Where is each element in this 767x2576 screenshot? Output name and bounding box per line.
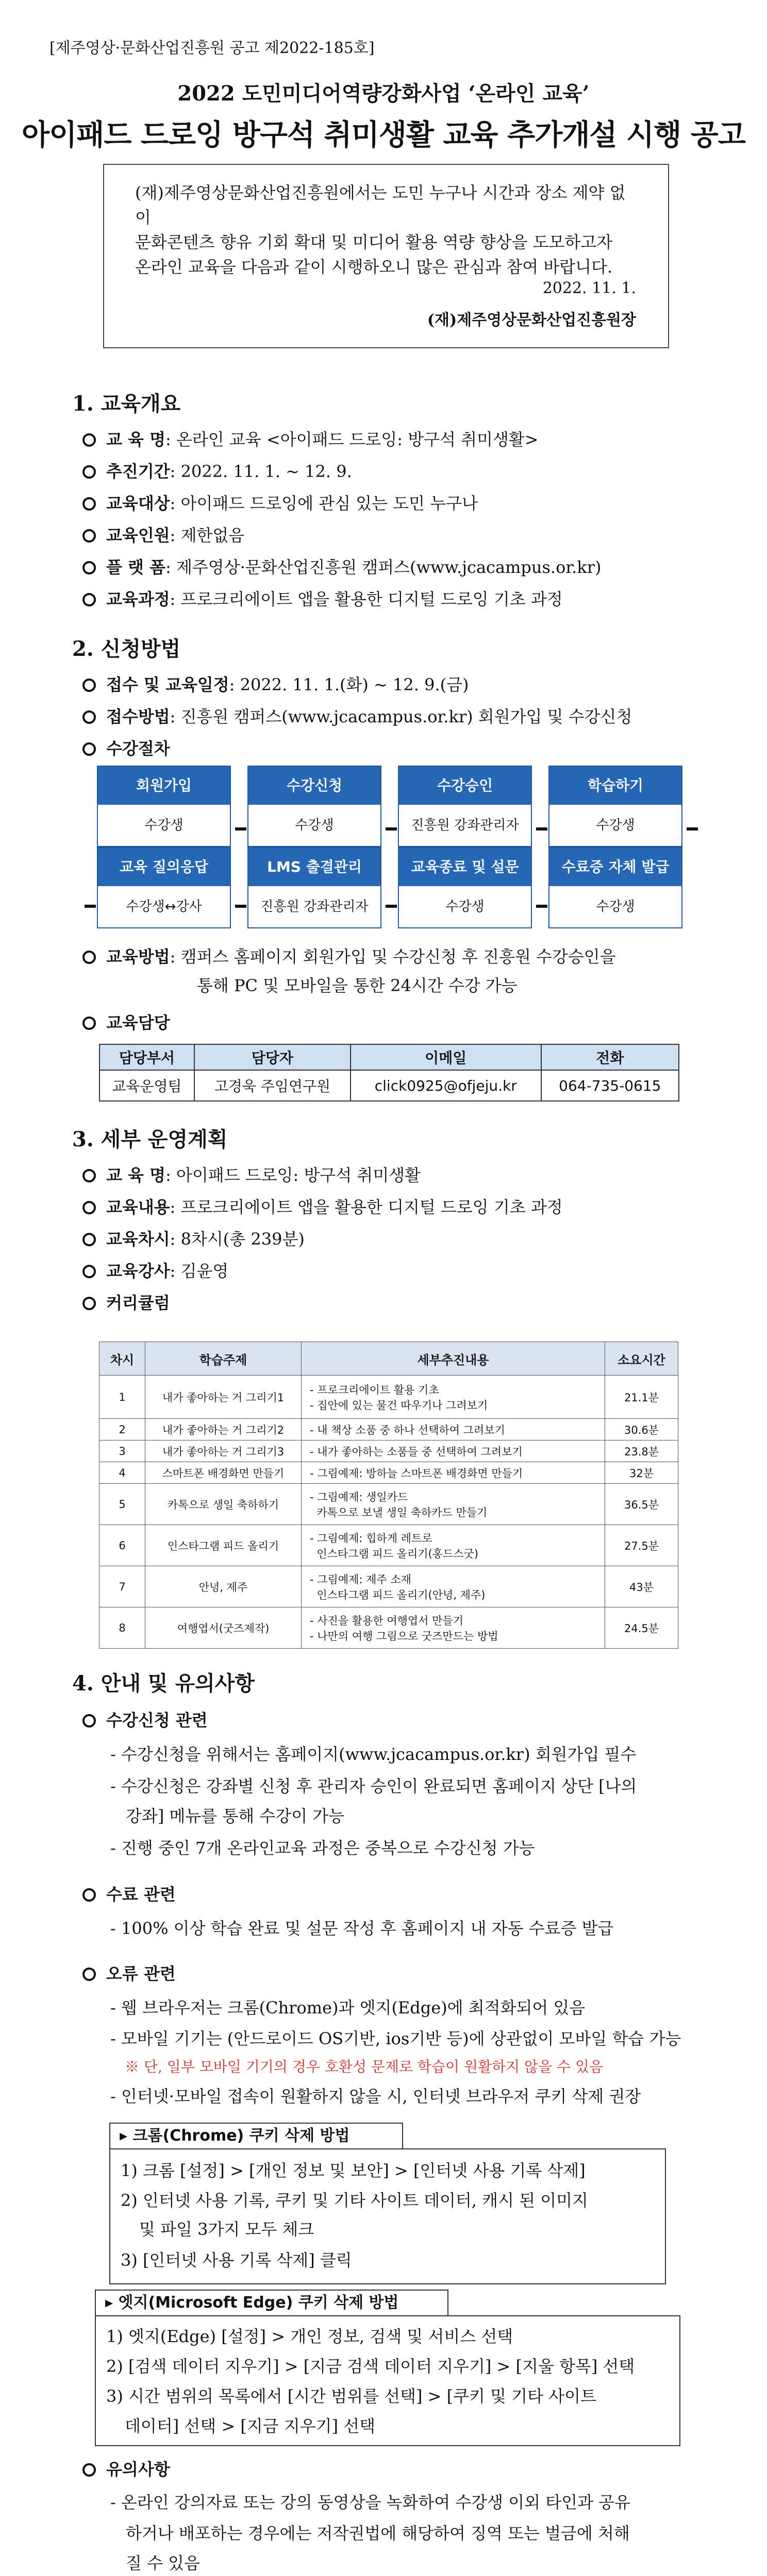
flow-step: 수료증 자체 발급 수강생 [548, 847, 682, 928]
session-time: 24.5분 [605, 1607, 678, 1649]
contact-header: 전화 [541, 1044, 679, 1070]
session-time: 23.8분 [605, 1440, 678, 1462]
contact-header: 담당자 [194, 1044, 351, 1070]
contact-phone: 064-735-0615 [541, 1070, 679, 1101]
circle-bullet-icon [82, 465, 96, 479]
notice-subtitle: 오류 관련 [82, 1961, 176, 1985]
overview-item: 교육인원: 제한없음 [82, 522, 244, 546]
contact-cell: 고경욱 주임연구원 [194, 1070, 351, 1101]
circle-bullet-icon [82, 497, 96, 511]
flow-step: 회원가입 수강생 [97, 766, 231, 847]
circle-bullet-icon [82, 1201, 96, 1214]
apply-item: 접수방법: 진흥원 캠퍼스(www.jcacampus.or.kr) 회원가입 및 수강신청 [82, 704, 632, 727]
notice-subtitle: 수강신청 관련 [82, 1707, 208, 1731]
curriculum-table [99, 1342, 678, 1649]
session-no: 1 [99, 1376, 145, 1419]
notice-line: - 수강신청은 강좌별 신청 후 관리자 승인이 완료되면 홈페이지 상단 [나의 [110, 1776, 637, 1796]
notice-line: - 웹 브라우저는 크롬(Chrome)과 엣지(Edge)에 최적화되어 있음 [110, 1998, 586, 2018]
plan-item: 교육내용: 프로크리에이트 앱을 활용한 디지털 드로잉 기초 과정 [82, 1194, 563, 1218]
notice-number: [제주영상·문화산업진흥원 공고 제2022-185호] [49, 39, 375, 57]
session-topic: 여행엽서(굿즈제작) [145, 1607, 302, 1649]
table-row [99, 1440, 678, 1462]
plan-item: 교육차시: 8차시(총 239분) [82, 1226, 305, 1250]
notice-line: - 모바일 기기는 (안드로이드 OS기반, ios기반 등)에 상관없이 모바일 학습 가능 [110, 2029, 681, 2048]
intro-line: 온라인 교육을 다음과 같이 시행하오니 많은 관심과 참여 바랍니다. [135, 257, 613, 277]
session-no: 3 [99, 1440, 145, 1462]
overview-item: 교 육 명: 온라인 교육 <아이패드 드로잉: 방구석 취미생활> [82, 427, 539, 450]
guide-line: 1) 크롬 [설정] > [개인 정보 및 보안] > [인터넷 사용 기록 삭제] [121, 2161, 586, 2180]
contact-header: 이메일 [351, 1044, 541, 1070]
notice-line: - 진행 중인 7개 온라인교육 과정은 중복으로 수강신청 가능 [110, 1838, 535, 1858]
intro-line: 문화콘텐츠 향유 기회 확대 및 미디어 활용 역량 향상을 도모하고자 [135, 232, 613, 252]
session-content: - 내 책상 소품 중 하나 선택하여 그려보기 [302, 1419, 605, 1440]
notice-line: 질 수 있음 [126, 2553, 200, 2573]
contact-cell: 교육운영팀 [99, 1070, 194, 1101]
circle-bullet-icon [82, 1968, 96, 1981]
guide-line: 3) [인터넷 사용 기록 삭제] 클릭 [121, 2250, 352, 2270]
intro-line: (재)제주영상문화산업진흥원에서는 도민 누구나 시간과 장소 제약 없이 [135, 183, 626, 227]
warning-note: ※ 단, 일부 모바일 기기의 경우 호환성 문제로 학습이 원활하지 않을 수 있음 [125, 2058, 604, 2075]
table-row [99, 1376, 678, 1419]
intro-box [103, 164, 669, 348]
notice-org: (재)제주영상문화산업진흥원장 [427, 311, 636, 329]
circle-bullet-icon [82, 742, 96, 756]
session-content: - 프로크리에이트 활용 기초 - 집안에 있는 물건 따우기나 그려보기 [302, 1376, 605, 1419]
circle-bullet-icon [82, 679, 96, 692]
section-1-title: 1. 교육개요 [72, 392, 181, 416]
session-no: 4 [99, 1462, 145, 1484]
curriculum-header: 차시 [99, 1342, 145, 1376]
session-content: - 그림예제: 제주 소재 인스타그램 피드 올리기(안녕, 제주) [302, 1566, 605, 1607]
circle-bullet-icon [82, 433, 96, 447]
flow-arrow [235, 905, 246, 908]
flow-step: 교육 질의응답 수강생↔강사 [97, 847, 231, 928]
session-topic: 내가 좋아하는 거 그리기2 [145, 1419, 302, 1440]
plan-item: 커리큘럼 [82, 1290, 170, 1314]
session-time: 21.1분 [605, 1376, 678, 1419]
session-topic: 내가 좋아하는 거 그리기3 [145, 1440, 302, 1462]
chrome-guide-title: ▸ 크롬(Chrome) 쿠키 삭제 방법 [109, 2123, 403, 2149]
session-no: 5 [99, 1484, 145, 1525]
apply-item: 수강절차 [82, 736, 170, 759]
flow-arrow [235, 827, 246, 831]
apply-item: 접수 및 교육일정: 2022. 11. 1.(화) ~ 12. 9.(금) [82, 672, 469, 696]
edge-guide-title: ▸ 엣지(Microsoft Edge) 쿠키 삭제 방법 [95, 2290, 448, 2316]
flow-arrow [386, 827, 397, 831]
curriculum-header: 세부추진내용 [302, 1342, 605, 1376]
guide-line: 2) 인터넷 사용 기록, 쿠키 및 기타 사이트 데이터, 캐시 된 이미지 [121, 2191, 588, 2210]
session-no: 7 [99, 1566, 145, 1607]
circle-bullet-icon [82, 1265, 96, 1278]
overview-item: 추진기간: 2022. 11. 1. ~ 12. 9. [82, 459, 352, 482]
circle-bullet-icon [82, 710, 96, 724]
session-topic: 안녕, 제주 [145, 1566, 302, 1607]
session-content: - 그림예제: 생일카드 카톡으로 보낼 생일 축하카드 만들기 [302, 1484, 605, 1525]
notice-line: - 100% 이상 학습 완료 및 설문 작성 후 홈페이지 내 자동 수료증 발급 [110, 1919, 614, 1938]
flow-step: 교육종료 및 설문 수강생 [398, 847, 532, 928]
circle-bullet-icon [82, 2463, 96, 2477]
notice-line: 하거나 배포하는 경우에는 저작권법에 해당하여 징역 또는 벌금에 처해 [126, 2523, 630, 2543]
notice-line: - 인터넷·모바일 접속이 원활하지 않을 시, 인터넷 브라우저 쿠키 삭제 권장 [110, 2087, 641, 2106]
session-topic: 내가 좋아하는 거 그리기1 [145, 1376, 302, 1419]
circle-bullet-icon [82, 1297, 96, 1310]
method-continuation: 통해 PC 및 모바일을 통한 24시간 수강 가능 [197, 976, 518, 995]
notice-line: 강좌] 메뉴를 통해 수강이 가능 [126, 1806, 345, 1826]
contact-email: click0925@ofjeju.kr [351, 1070, 541, 1101]
overview-item: 플 랫 폼: 제주영상·문화산업진흥원 캠퍼스(www.jcacampus.or.kr) [82, 554, 601, 578]
circle-bullet-icon [82, 951, 96, 964]
chrome-guide-box [109, 2148, 666, 2284]
session-time: 36.5분 [605, 1484, 678, 1525]
flow-arrow [536, 905, 547, 908]
guide-line: 1) 엣지(Edge) [설정] > 개인 정보, 검색 및 서비스 선택 [106, 2327, 513, 2346]
session-content: - 그림예제: 힙하게 레트로 인스타그램 피드 올리기(홍드스굿) [302, 1525, 605, 1566]
flow-step: 학습하기 수강생 [548, 766, 682, 847]
session-no: 2 [99, 1419, 145, 1440]
flow-step: LMS 출결관리 진흥원 강좌관리자 [247, 847, 381, 928]
guide-line: 및 파일 3가지 모두 체크 [139, 2219, 314, 2239]
flow-arrow [687, 827, 698, 831]
circle-bullet-icon [82, 1233, 96, 1246]
section-2-title: 2. 신청방법 [72, 637, 181, 661]
edge-guide-box [95, 2315, 680, 2446]
session-topic: 인스타그램 피드 올리기 [145, 1525, 302, 1566]
contact-table [99, 1044, 679, 1101]
section-3-title: 3. 세부 운영계획 [72, 1127, 228, 1151]
page-title: 아이패드 드로잉 방구석 취미생활 교육 추가개설 시행 공고 [22, 118, 745, 152]
flow-step: 수강승인 진흥원 강좌관리자 [398, 766, 532, 847]
session-time: 32분 [605, 1462, 678, 1484]
guide-line: 3) 시간 범위의 목록에서 [시간 범위를 선택] > [쿠키 및 기타 사이트 [106, 2386, 596, 2406]
session-content: - 그림예제: 방하늘 스마트폰 배경화면 만들기 [302, 1462, 605, 1484]
circle-bullet-icon [82, 1169, 96, 1182]
flow-arrow [85, 905, 96, 908]
notice-line: - 온라인 강의자료 또는 강의 동영상을 녹화하여 수강생 이외 타인과 공유 [110, 2493, 630, 2512]
guide-line: 데이터] 선택 > [지금 지우기] 선택 [125, 2416, 376, 2436]
table-row [99, 1607, 678, 1649]
contact-item: 교육담당 [82, 1010, 170, 1033]
project-title: 2022 도민미디어역량강화사업 ‘온라인 교육’ [177, 81, 590, 106]
overview-item: 교육과정: 프로크리에이트 앱을 활용한 디지털 드로잉 기초 과정 [82, 586, 563, 610]
notice-subtitle: 수료 관련 [82, 1882, 176, 1905]
session-time: 27.5분 [605, 1525, 678, 1566]
session-topic: 스마트폰 배경화면 만들기 [145, 1462, 302, 1484]
notice-subtitle: 유의사항 [82, 2456, 170, 2480]
table-row [99, 1525, 678, 1566]
session-time: 30.6분 [605, 1419, 678, 1440]
table-row [99, 1419, 678, 1440]
session-no: 8 [99, 1607, 145, 1649]
table-row [99, 1070, 679, 1101]
plan-item: 교 육 명: 아이패드 드로잉: 방구석 취미생활 [82, 1162, 421, 1186]
flow-arrow [386, 905, 397, 908]
section-4-title: 4. 안내 및 유의사항 [72, 1671, 255, 1696]
flow-step: 수강신청 수강생 [247, 766, 381, 847]
table-row [99, 1484, 678, 1525]
table-row [99, 1566, 678, 1607]
notice-date: 2022. 11. 1. [542, 279, 636, 297]
method-item: 교육방법: 캠퍼스 홈페이지 회원가입 및 수강신청 후 진흥원 수강승인을 [82, 944, 616, 968]
circle-bullet-icon [82, 561, 96, 574]
flow-arrow [536, 827, 547, 831]
curriculum-header: 학습주제 [145, 1342, 302, 1376]
curriculum-header: 소요시간 [605, 1342, 678, 1376]
circle-bullet-icon [82, 1888, 96, 1902]
table-row [99, 1462, 678, 1484]
session-topic: 카톡으로 생일 축하하기 [145, 1484, 302, 1525]
overview-item: 교육대상: 아이패드 드로잉에 관심 있는 도민 누구나 [82, 490, 478, 514]
session-time: 43분 [605, 1566, 678, 1607]
circle-bullet-icon [82, 593, 96, 606]
guide-line: 2) [검색 데이터 지우기] > [지금 검색 데이터 지우기] > [지울 항목] 선택 [106, 2357, 635, 2376]
contact-header: 담당부서 [99, 1044, 194, 1070]
notice-line: - 수강신청을 위해서는 홈페이지(www.jcacampus.or.kr) 회원가입 필수 [110, 1744, 637, 1764]
session-content: - 사진을 활용한 여행엽서 만들기 - 나만의 여행 그림으로 굿즈만드는 방법 [302, 1607, 605, 1649]
session-no: 6 [99, 1525, 145, 1566]
circle-bullet-icon [82, 1714, 96, 1727]
circle-bullet-icon [82, 1016, 96, 1030]
circle-bullet-icon [82, 529, 96, 543]
session-content: - 내가 좋아하는 소품들 중 선택하여 그려보기 [302, 1440, 605, 1462]
plan-item: 교육강사: 김윤영 [82, 1258, 228, 1282]
